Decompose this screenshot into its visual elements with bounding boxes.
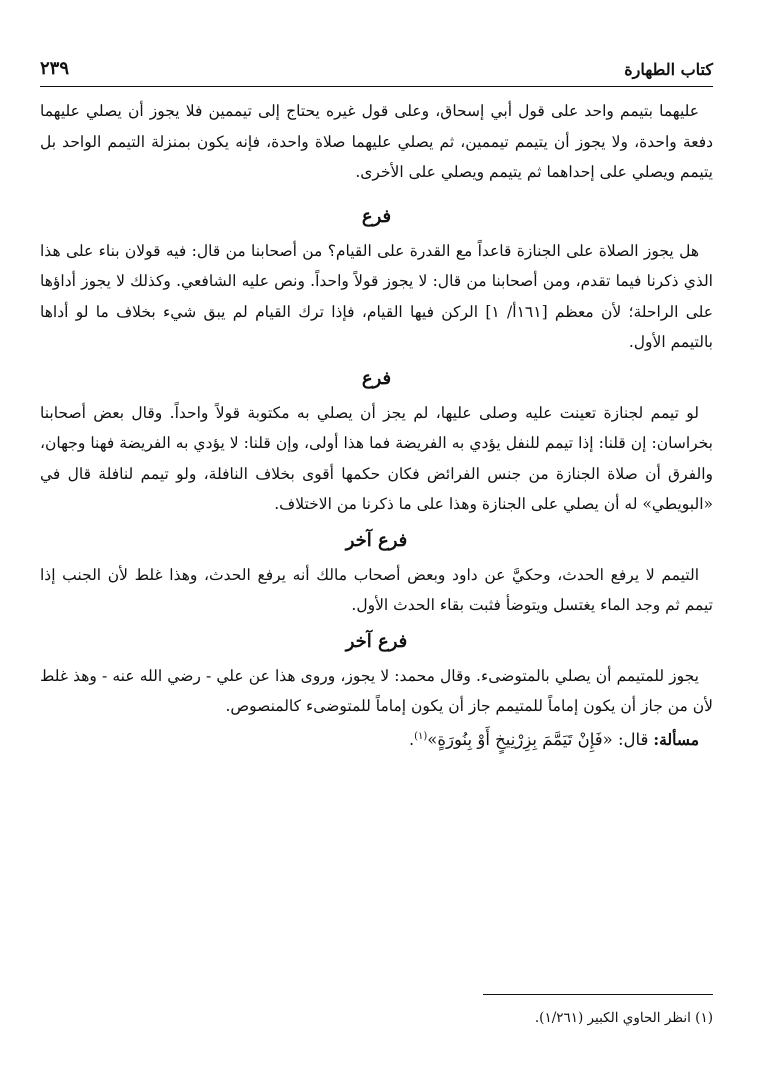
paragraph: لو تيمم لجنازة تعينت عليه وصلى عليها، لم يجز أن يصلي به مكتوبة قولاً واحداً. وقال بعض أصحابنا بخراسان: إن قلنا: إذا تيمم للنفل يؤدي به الفريضة فما هذا أولى، وإن قلنا: لا يؤدي به الفريضة فهنا وجهان، والفرق أن صلاة الجنازة من جنس الفرائض فكان حكمها أقوى بخلاف النافلة، ولو تيمم لنافلة قال في «البويطي» له أن يصلي على الجنازة وهذا على ما ذكرنا من الاختلاف. bbox=[40, 403, 713, 513]
paragraph: يجوز للمتيمم أن يصلي بالمتوضىء. وقال محمد: لا يجوز، وروى هذا عن علي - رضي الله عنه - وهذ غلط لأن من جاز أن يكون إماماً للمتيمم جاز أن يكون إماماً للمتوضىء كالمنصوص. bbox=[40, 666, 713, 715]
footnote-text: انظر الحاوي الكبير (١/٢٦١). bbox=[534, 1010, 691, 1026]
sentence-end: . bbox=[409, 730, 415, 749]
section-heading: فرع آخر bbox=[345, 630, 408, 652]
masala-label: مسألة: bbox=[653, 729, 699, 749]
paragraph: هل يجوز الصلاة على الجنازة قاعداً مع القدرة على القيام؟ من أصحابنا من قال: فيه قولان بناء على هذا الذي ذكرنا فيما تقدم، ومن أصحابنا من قال: لا يجوز قولاً واحداً. ونص عليه الشافعي. وكذلك لا يجوز أداؤها على الراحلة؛ لأن معظم [١٦١أ/ ١] الركن فيها القيام، فإذا ترك القيام لم يبق شيء بخلاف ما لو أداها بالتيمم الأول. bbox=[40, 241, 713, 351]
paragraph: التيمم لا يرفع الحدث، وحكيَّ عن داود وبعض أصحاب مالك أنه يرفع الحدث، وهذا غلط لأن الجنب إذا تيمم ثم وجد الماء يغتسل ويتوضأ فثبت بقاء الحدث الأول. bbox=[40, 565, 713, 614]
footnote-reference: (١) bbox=[414, 730, 428, 742]
main-text bbox=[40, 96, 713, 755]
section-heading: فرع آخر bbox=[345, 529, 408, 551]
chapter-title: كتاب الطهارة bbox=[624, 60, 713, 79]
footnote-divider bbox=[483, 994, 713, 995]
paragraph: عليهما بتيمم واحد على قول أبي إسحاق، وعلى قول غيره يحتاج إلى تيممين فلا يجوز أن يصلي عليهما دفعة واحدة، ولا يجوز أن يتيمم تيممين، ثم يصلي عليهما صلاة واحدة، فإنه يكون بمنزلة التيمم الواحد بل يتيمم ويصلي على إحداهما ثم يتيمم ويصلي على الأخرى. bbox=[40, 102, 713, 181]
running-header bbox=[40, 56, 713, 87]
quote-text: قال: «فَإِنْ تَيَمَّمَ بِزِرْنِيخٍ أَوْ بِنُورَةٍ» bbox=[427, 729, 649, 749]
section-heading: فرع bbox=[361, 367, 392, 389]
footnote bbox=[535, 1010, 713, 1026]
section-heading: فرع bbox=[361, 205, 392, 227]
book-page bbox=[40, 0, 713, 1092]
masala-line bbox=[40, 722, 713, 756]
footnote-marker: (١) bbox=[695, 1010, 713, 1026]
page-number: ٢٣٩ bbox=[40, 58, 70, 79]
